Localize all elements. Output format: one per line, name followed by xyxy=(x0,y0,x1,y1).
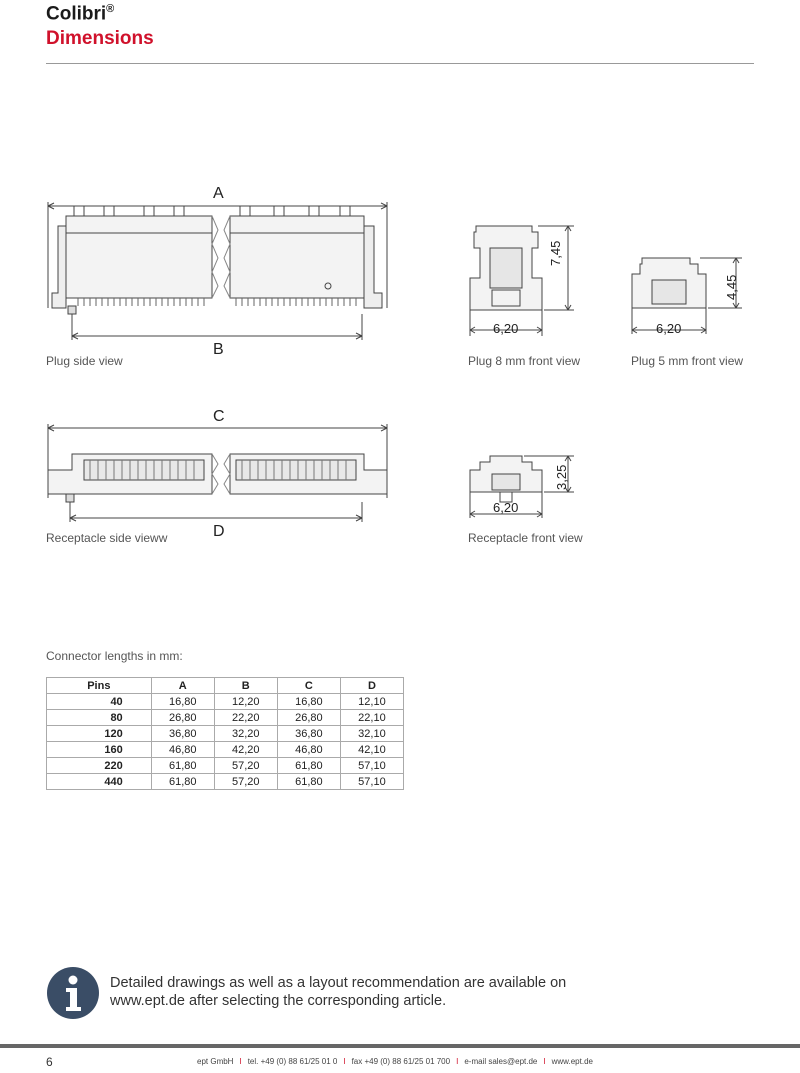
footer-web-link[interactable]: www.ept.de xyxy=(551,1057,593,1066)
table-header-row xyxy=(47,678,404,694)
connector-lengths-table xyxy=(46,677,404,790)
plug-side-view-drawing xyxy=(44,198,394,348)
cell-a: 36,80 xyxy=(151,726,214,742)
page-number: 6 xyxy=(46,1055,53,1069)
plug8-width-label: 6,20 xyxy=(493,321,519,336)
dim-label-b: B xyxy=(213,341,224,358)
receptacle-side-view-drawing xyxy=(44,420,394,530)
plug8-height-label: 7,45 xyxy=(548,240,563,266)
cell-pins: 440 xyxy=(47,774,152,790)
footer-tel: tel. +49 (0) 88 61/25 01 0 xyxy=(247,1057,338,1066)
cell-b: 57,20 xyxy=(214,774,277,790)
cell-pins: 220 xyxy=(47,758,152,774)
dim-label-d: D xyxy=(213,523,225,540)
cell-c: 16,80 xyxy=(277,694,340,710)
header-divider xyxy=(46,63,754,64)
table-row xyxy=(47,710,404,726)
section-title: Dimensions xyxy=(46,28,154,49)
cell-d: 32,10 xyxy=(340,726,403,742)
cell-a: 26,80 xyxy=(151,710,214,726)
brand-title: Colibri® xyxy=(46,3,115,25)
caption-plug-5mm-front-view: Plug 5 mm front view xyxy=(631,354,744,368)
cell-c: 36,80 xyxy=(277,726,340,742)
cell-b: 42,20 xyxy=(214,742,277,758)
footer-company: ept GmbH xyxy=(197,1057,234,1066)
cell-d: 22,10 xyxy=(340,710,403,726)
cell-b: 22,20 xyxy=(214,710,277,726)
cell-d: 57,10 xyxy=(340,758,403,774)
cell-c: 26,80 xyxy=(277,710,340,726)
footer-fax: fax +49 (0) 88 61/25 01 700 xyxy=(351,1057,451,1066)
table-row xyxy=(47,726,404,742)
plug-5mm-front-view-drawing xyxy=(628,250,748,350)
info-note-text: Detailed drawings as well as a layout recommendation are available on www.ept.de after selecting the corresponding article. xyxy=(110,975,567,1009)
cell-pins: 80 xyxy=(47,710,152,726)
cell-d: 57,10 xyxy=(340,774,403,790)
cell-pins: 120 xyxy=(47,726,152,742)
col-header-a: A xyxy=(151,678,214,694)
caption-receptacle-front-view: Receptacle front view xyxy=(468,531,583,545)
footer-bar xyxy=(0,1044,800,1048)
col-header-pins: Pins xyxy=(47,678,152,694)
cell-b: 12,20 xyxy=(214,694,277,710)
cell-pins: 160 xyxy=(47,742,152,758)
col-header-d: D xyxy=(340,678,403,694)
cell-a: 61,80 xyxy=(151,774,214,790)
receptacle-width-label: 6,20 xyxy=(493,500,519,515)
dim-label-a: A xyxy=(213,185,224,202)
col-header-b: B xyxy=(214,678,277,694)
cell-b: 32,20 xyxy=(214,726,277,742)
dim-label-c: C xyxy=(213,408,225,425)
plug5-height-label: 4,45 xyxy=(724,274,739,300)
table-row xyxy=(47,758,404,774)
caption-receptacle-side-view: Receptacle side vieww xyxy=(46,531,168,545)
table-row xyxy=(47,742,404,758)
table-row xyxy=(47,774,404,790)
caption-plug-side-view: Plug side view xyxy=(46,354,123,368)
footer-email-link[interactable]: e-mail sales@ept.de xyxy=(464,1057,538,1066)
cell-c: 61,80 xyxy=(277,774,340,790)
cell-d: 12,10 xyxy=(340,694,403,710)
receptacle-front-view-drawing xyxy=(462,450,582,530)
caption-plug-8mm-front-view: Plug 8 mm front view xyxy=(468,354,581,368)
cell-pins: 40 xyxy=(47,694,152,710)
cell-a: 16,80 xyxy=(151,694,214,710)
plug5-width-label: 6,20 xyxy=(656,321,682,336)
cell-a: 46,80 xyxy=(151,742,214,758)
footer-contact: ept GmbH I tel. +49 (0) 88 61/25 01 0 I fax +49 (0) 88 61/25 01 700 I e-mail sales@ept.de I www.ept.de xyxy=(197,1057,593,1066)
table-row xyxy=(47,694,404,710)
cell-b: 57,20 xyxy=(214,758,277,774)
plug-8mm-front-view-drawing xyxy=(462,218,582,348)
receptacle-height-label: 3,25 xyxy=(554,464,569,490)
cell-c: 46,80 xyxy=(277,742,340,758)
cell-a: 61,80 xyxy=(151,758,214,774)
cell-c: 61,80 xyxy=(277,758,340,774)
table-caption: Connector lengths in mm: xyxy=(46,649,183,663)
cell-d: 42,10 xyxy=(340,742,403,758)
info-icon xyxy=(46,966,100,1020)
col-header-c: C xyxy=(277,678,340,694)
